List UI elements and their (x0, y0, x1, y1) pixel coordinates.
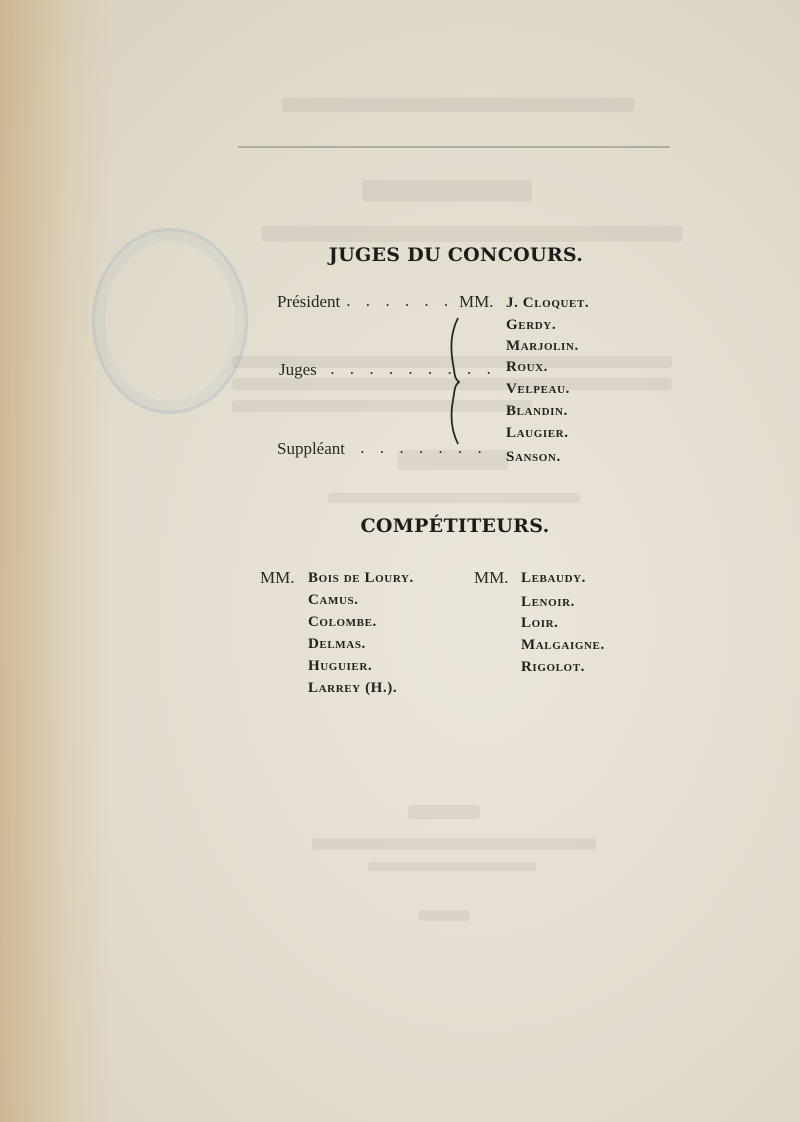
suppleant-label: Suppléant (277, 439, 345, 458)
president-mm: MM. (459, 292, 494, 311)
juges-label: Juges (279, 360, 317, 379)
judge-name: Velpeau. (506, 381, 571, 397)
president-name: J. Cloquet. (506, 295, 590, 311)
judge-name: Gerdy. (506, 317, 557, 333)
competitors-mm-left: MM. (260, 568, 295, 587)
juges-title: JUGES DU CONCOURS. (328, 244, 584, 266)
faint-rule (238, 146, 670, 148)
competitor-name: Lenoir. (521, 594, 576, 610)
judge-name: Blandin. (506, 403, 568, 419)
competitor-name: Bois de Loury. (308, 570, 414, 586)
competitor-name: Malgaigne. (521, 637, 605, 653)
suppleant-dots: . . . . . . . (360, 439, 487, 457)
suppleant-name: Sanson. (506, 449, 561, 465)
president-dots: . . . . . . (346, 292, 454, 310)
juges-dots: . . . . . . . . . (330, 360, 497, 378)
bracket-brace (442, 316, 464, 446)
competitor-name: Loir. (521, 615, 559, 631)
competitor-name: Rigolot. (521, 659, 586, 675)
competiteurs-title: COMPÉTITEURS. (360, 515, 550, 537)
competitor-name: Huguier. (308, 658, 373, 674)
president-label: Président (277, 292, 341, 311)
competitor-name: Camus. (308, 592, 359, 608)
competitor-name: Lebaudy. (521, 570, 587, 586)
judge-name: Laugier. (506, 425, 569, 441)
competitor-name: Delmas. (308, 636, 366, 652)
competitors-mm-right: MM. (474, 568, 509, 587)
competitor-name: Larrey (H.). (308, 680, 398, 696)
judge-name: Marjolin. (506, 338, 579, 354)
judge-name: Roux. (506, 359, 549, 375)
competitor-name: Colombe. (308, 614, 377, 630)
